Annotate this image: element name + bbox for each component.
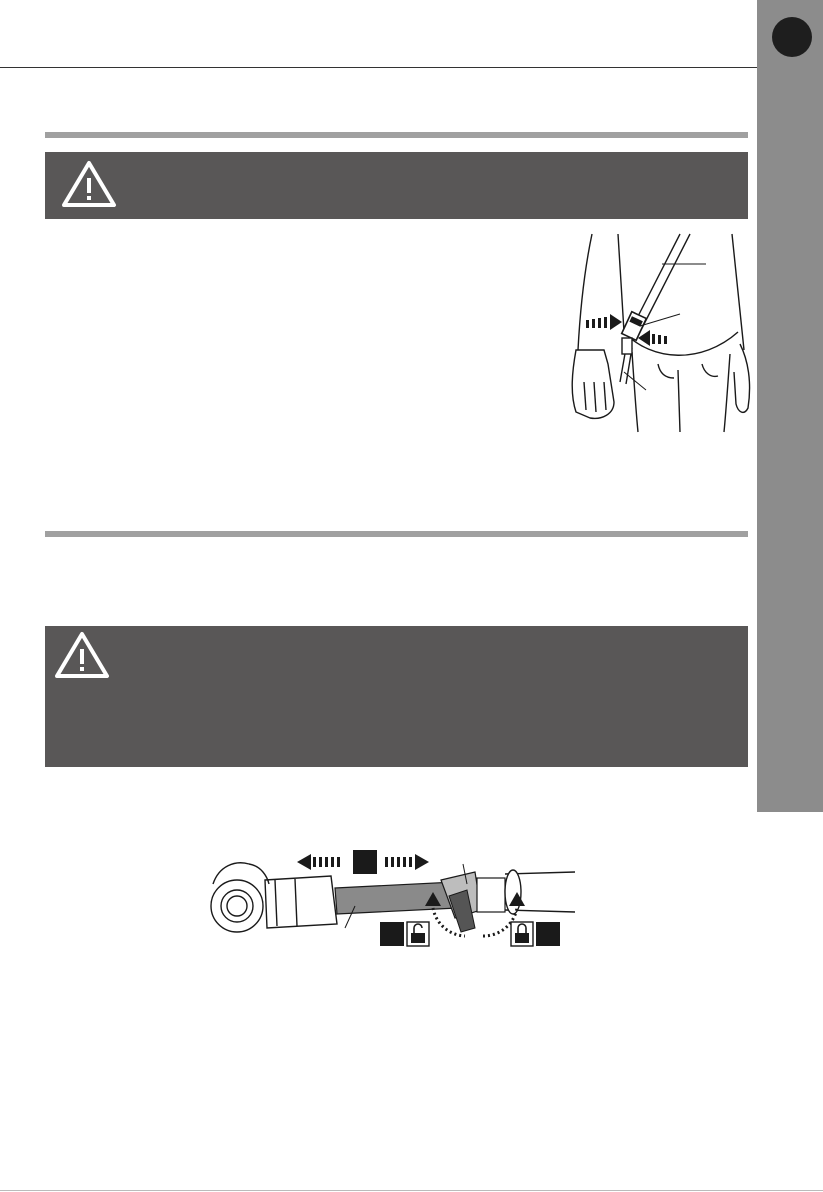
warning-box-1 (45, 152, 748, 219)
padlock-closed-icon (511, 922, 533, 946)
telescopic-shaft-illustration (205, 848, 585, 953)
padlock-open-icon (407, 922, 429, 946)
shoulder-strap-illustration (562, 232, 762, 434)
chapter-side-tab (757, 0, 823, 812)
section-rule-2 (45, 531, 748, 537)
warning-box-2 (45, 626, 748, 767)
warning-triangle-icon (60, 158, 118, 210)
footer-rule (0, 1190, 823, 1191)
chapter-tab-marker (772, 17, 812, 57)
section-rule-1 (45, 132, 748, 138)
warning-triangle-icon (53, 629, 111, 681)
header-rule (0, 67, 757, 68)
